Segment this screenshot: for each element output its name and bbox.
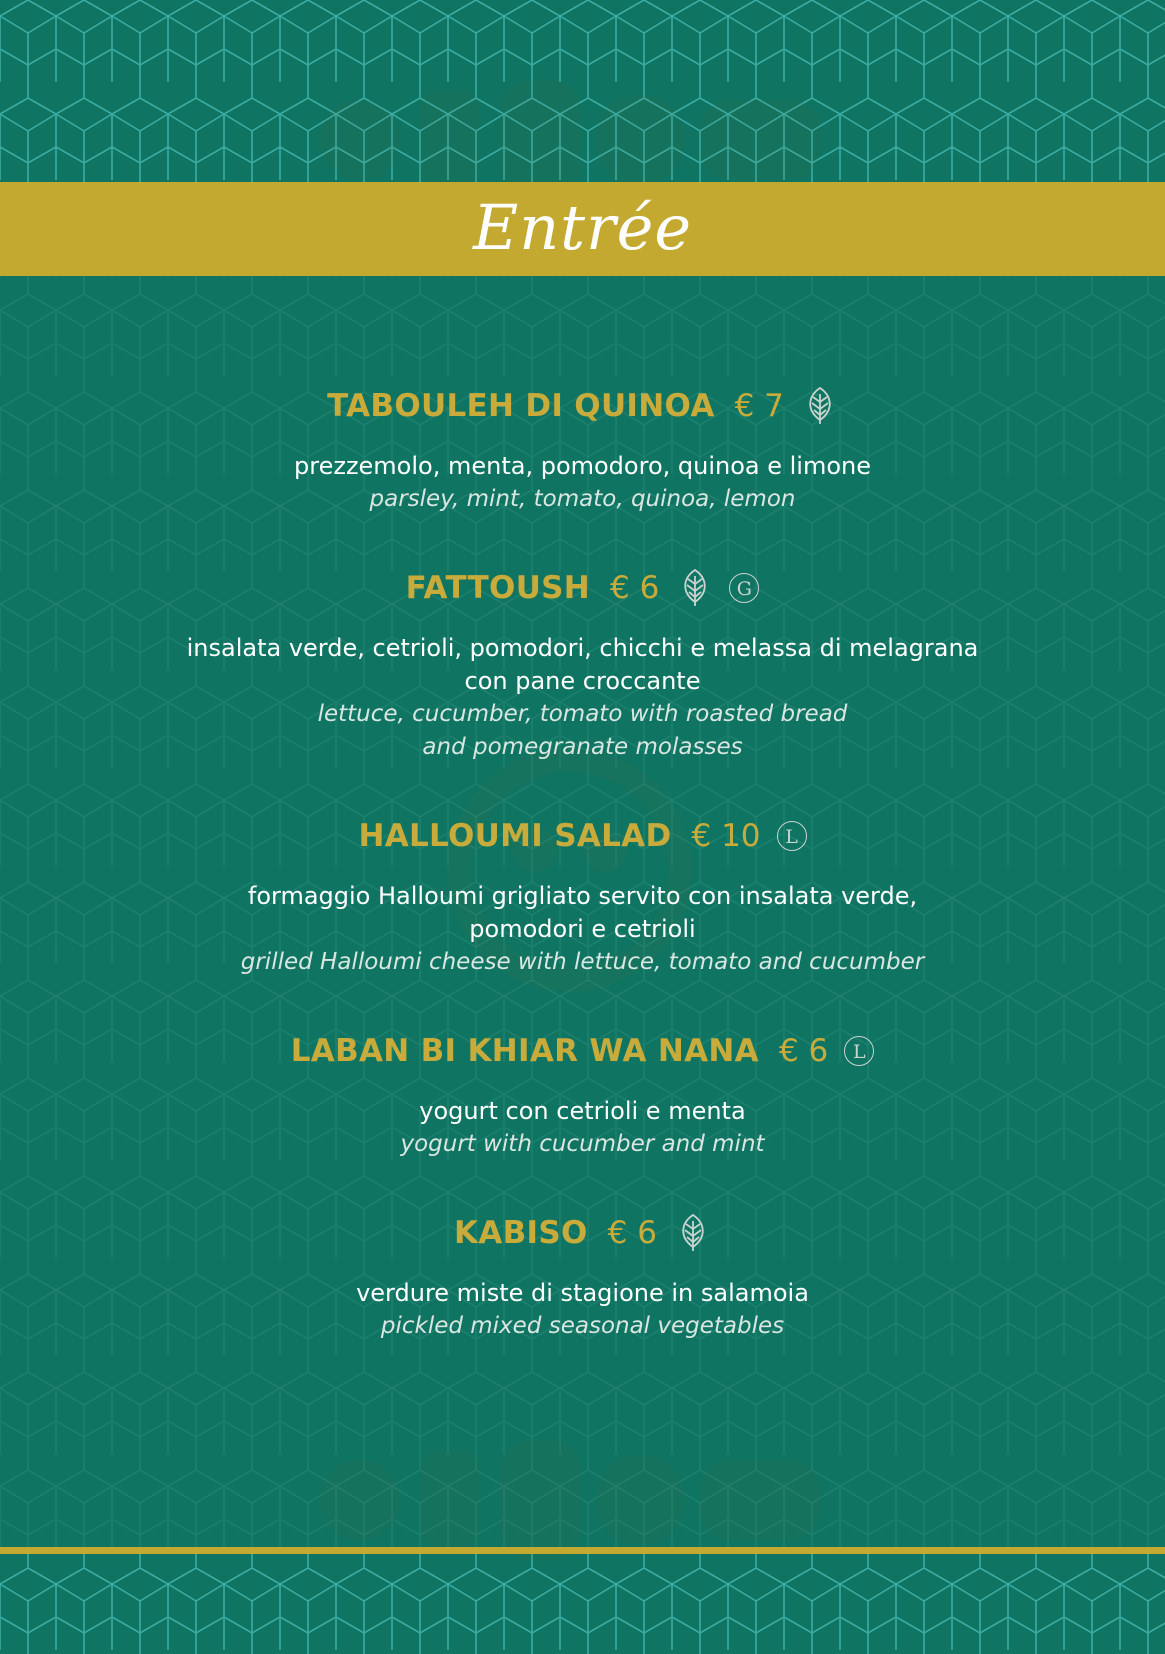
bottom-divider: [0, 1547, 1165, 1554]
description-line: lettuce, cucumber, tomato with roasted bread: [317, 701, 848, 727]
description-line: and pomegranate molasses: [422, 734, 743, 760]
description-line: pickled mixed seasonal vegetables: [380, 1313, 785, 1339]
dish-price: € 6: [607, 1215, 657, 1251]
description-english: [0, 946, 1165, 979]
description-english: [0, 1310, 1165, 1343]
menu-item: [0, 1207, 1165, 1343]
dish-name: KABISO: [454, 1215, 588, 1251]
description-line: grilled Halloumi cheese with lettuce, tomato and cucumber: [240, 949, 925, 975]
leaf-icon: [802, 386, 838, 426]
description-line: yogurt con cetrioli e menta: [419, 1097, 746, 1125]
description-english: [0, 483, 1165, 516]
item-header: [0, 562, 1165, 614]
description-line: verdure miste di stagione in salamoia: [356, 1279, 809, 1307]
description-italian: [0, 1095, 1165, 1128]
item-header: [0, 810, 1165, 862]
dish-name: FATTOUSH: [405, 570, 591, 606]
item-header: [0, 1025, 1165, 1077]
description-line: yogurt with cucumber and mint: [400, 1131, 765, 1157]
leaf-icon: [675, 1213, 711, 1253]
leaf-icon: [677, 568, 713, 608]
description-line: insalata verde, cetrioli, pomodori, chicchi e melassa di melagrana: [186, 634, 979, 662]
dish-name: HALLOUMI SALAD: [358, 818, 672, 854]
menu-item: [0, 1025, 1165, 1161]
description-english: [0, 698, 1165, 764]
description-line: prezzemolo, menta, pomodoro, quinoa e limone: [294, 452, 871, 480]
menu-item: [0, 562, 1165, 764]
description-line: con pane croccante: [464, 667, 701, 695]
menu-item: [0, 380, 1165, 516]
description-line: parsley, mint, tomato, quinoa, lemon: [369, 486, 796, 512]
lactose-icon: L: [844, 1036, 874, 1066]
description-italian: [0, 1277, 1165, 1310]
item-header: [0, 1207, 1165, 1259]
description-italian: [0, 880, 1165, 946]
dish-price: € 10: [691, 818, 761, 854]
item-header: [0, 380, 1165, 432]
description-italian: [0, 632, 1165, 698]
section-title-band: [0, 182, 1165, 276]
gluten-icon: G: [729, 573, 759, 603]
dish-price: € 6: [610, 570, 660, 606]
dish-price: € 7: [734, 388, 784, 424]
description-italian: [0, 450, 1165, 483]
menu-item: [0, 810, 1165, 979]
description-line: formaggio Halloumi grigliato servito con insalata verde,: [247, 882, 918, 910]
section-title: Entrée: [472, 190, 693, 264]
description-line: pomodori e cetrioli: [469, 915, 696, 943]
dish-name: LABAN BI KHIAR WA NANA: [290, 1033, 759, 1069]
dish-price: € 6: [778, 1033, 829, 1069]
description-english: [0, 1128, 1165, 1161]
dish-name: TABOULEH DI QUINOA: [327, 388, 715, 424]
lactose-icon: L: [777, 821, 807, 851]
